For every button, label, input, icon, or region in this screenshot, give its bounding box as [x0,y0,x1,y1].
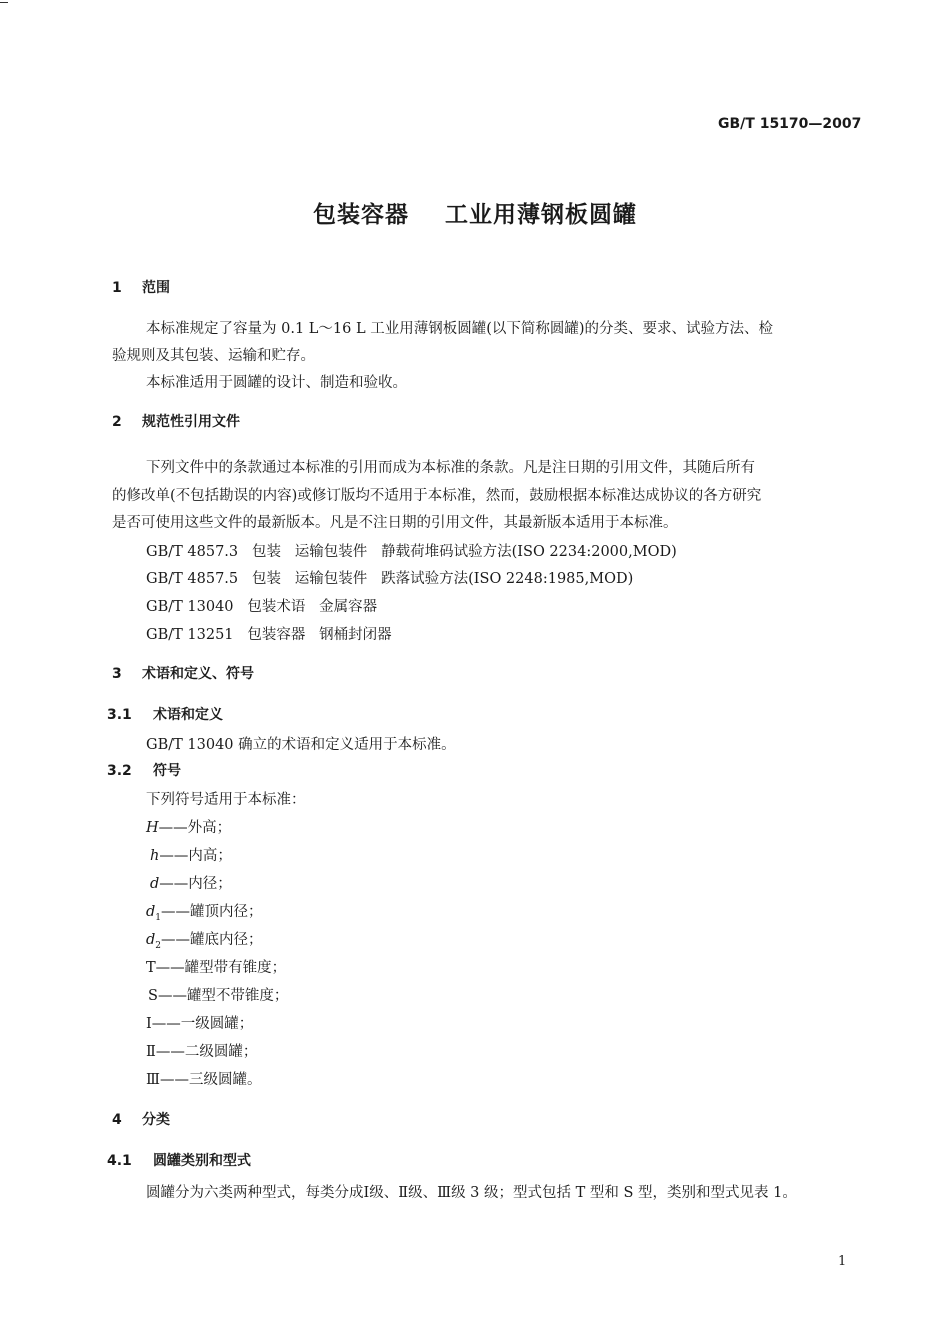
section-3-2-heading [107,760,181,780]
symbol: Ⅱ [146,1044,156,1060]
page-number: 1 [838,1254,847,1269]
section-number: 3.2 [107,763,132,779]
section-number: 3.1 [107,707,132,723]
section-4-heading [112,1109,170,1129]
reference-item: GB/T 4857.5 包装 运输包装件 跌落试验方法(ISO 2248:1985,MOD) [146,571,634,587]
paragraph-line: 的修改单(不包括勘误的内容)或修订版均不适用于本标准，然而，鼓励根据本标准达成协议的各方研究 [112,488,762,504]
standard-code: GB/T 15170—2007 [718,116,862,132]
symbol-subscript: 2 [155,940,162,951]
paragraph-line: 圆罐分为六类两种型式，每类分成Ⅰ级、Ⅱ级、Ⅲ级 3 级；型式包括 T 型和 S 型，类别和型式见表 1。 [146,1185,797,1201]
section-title: 范围 [142,280,170,296]
symbol-desc: ——罐底内径； [161,932,263,948]
symbol-desc: ——一级圆罐； [151,1016,254,1032]
symbol-desc: ——罐顶内径； [161,904,263,920]
paragraph-line: 是否可使用这些文件的最新版本。凡是不注日期的引用文件，其最新版本适用于本标准。 [112,515,678,531]
symbol: h [150,848,160,864]
section-title: 分类 [142,1112,170,1128]
reference-item: GB/T 13040 包装术语 金属容器 [146,599,378,615]
section-1-heading [112,277,170,297]
corner-mark [0,2,8,3]
paragraph-line: 本标准规定了容量为 0.1 L～16 L 工业用薄钢板圆罐(以下简称圆罐)的分类、要求、试验方法、检 [146,321,774,337]
symbol-item [146,816,231,837]
symbol: Ⅲ [146,1072,160,1088]
symbol-desc: ——罐型不带锥度； [157,988,289,1004]
symbol: H [146,820,159,836]
section-2-heading [112,411,240,431]
paragraph-line: 本标准适用于圆罐的设计、制造和验收。 [146,375,407,391]
document-title: 包装容器 工业用薄钢板圆罐 [312,202,638,228]
section-number: 1 [112,280,122,296]
symbol-subscript: 1 [155,912,162,923]
section-title: 符号 [153,763,181,779]
symbol-item [150,844,232,865]
section-3-1-heading [107,704,223,724]
symbol-desc: ——二级圆罐； [155,1044,258,1060]
paragraph-line: 验规则及其包装、运输和贮存。 [112,348,315,364]
symbol-item [146,1040,257,1061]
symbol-item [146,956,286,977]
paragraph-line: 下列文件中的条款通过本标准的引用而成为本标准的条款。凡是注日期的引用文件，其随后所有 [146,460,755,476]
symbol-desc: ——罐型带有锥度； [155,960,287,976]
section-title: 术语和定义 [153,707,223,723]
symbol-item [146,900,263,923]
symbol: Ⅰ [146,1016,152,1032]
symbol-desc: ——三级圆罐。 [159,1072,262,1088]
symbol-desc: ——外高； [158,820,232,836]
reference-item: GB/T 13251 包装容器 钢桶封闭器 [146,627,392,643]
section-3-heading [112,663,254,683]
section-number: 4 [112,1112,122,1128]
section-number: 2 [112,414,122,430]
symbol: d [150,876,160,892]
symbol-item [150,872,232,893]
paragraph-line: 下列符号适用于本标准： [146,792,306,808]
section-title: 圆罐类别和型式 [153,1153,251,1169]
paragraph-line: GB/T 13040 确立的术语和定义适用于本标准。 [146,737,456,753]
section-number: 3 [112,666,122,682]
section-4-1-heading [107,1150,251,1170]
section-title: 规范性引用文件 [142,414,240,430]
symbol-item [146,1012,253,1033]
symbol-item [146,928,263,951]
symbol-item [146,1068,261,1089]
symbol: d [146,904,156,920]
section-title: 术语和定义、符号 [142,666,254,682]
symbol: S [148,988,158,1004]
symbol-desc: ——内径； [159,876,232,892]
symbol-desc: ——内高； [159,848,232,864]
symbol-item [148,984,288,1005]
section-number: 4.1 [107,1153,132,1169]
reference-item: GB/T 4857.3 包装 运输包装件 静载荷堆码试验方法(ISO 2234:2000,MOD) [146,544,677,560]
symbol: T [146,960,156,976]
symbol: d [146,932,156,948]
